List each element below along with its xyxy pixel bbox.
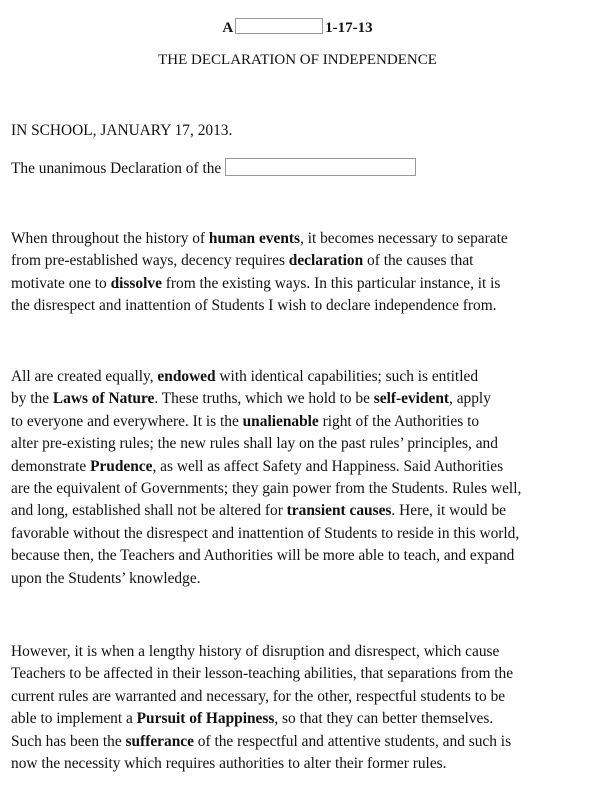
unanimous-text: The unanimous Declaration of the bbox=[11, 160, 222, 177]
text-run: . Here, it would be bbox=[391, 502, 506, 520]
emphasized-term: human events bbox=[208, 230, 300, 247]
paragraph-line bbox=[11, 478, 591, 500]
text-run: motivate one to bbox=[11, 274, 111, 292]
paragraph-3 bbox=[11, 641, 591, 775]
text-run: and long, established shall not be altered for bbox=[11, 502, 287, 520]
text-run: favorable without the disrespect and inattention of Students to reside in this world, bbox=[11, 524, 520, 542]
paragraph-line bbox=[11, 731, 591, 753]
text-run: are the equivalent of Governments; they gain power from the Students. Rules well, bbox=[11, 480, 522, 498]
emphasized-term: dissolve bbox=[110, 274, 162, 292]
document-header bbox=[0, 18, 595, 37]
emphasized-term: transient causes bbox=[286, 502, 392, 520]
emphasized-term: self-evident bbox=[373, 390, 450, 408]
paragraph-line bbox=[11, 456, 591, 478]
unanimous-line bbox=[11, 158, 416, 178]
paragraph-line bbox=[11, 663, 591, 685]
paragraph-line bbox=[11, 228, 591, 250]
text-run: current rules are warranted and necessary, for the other, respectful students to be bbox=[11, 687, 506, 705]
text-run: , apply bbox=[449, 390, 491, 408]
text-run: right of the Authorities to bbox=[318, 412, 480, 430]
redacted-blank-field bbox=[225, 158, 416, 176]
paragraph-line bbox=[11, 686, 591, 708]
paragraph-line bbox=[11, 411, 591, 433]
text-run: All are created equally, bbox=[11, 368, 158, 385]
text-run: However, it is when a lengthy history of disruption and disrespect, which cause bbox=[11, 643, 500, 660]
text-run: , it becomes necessary to separate bbox=[300, 230, 508, 247]
text-run: . These truths, which we hold to be bbox=[154, 390, 374, 408]
text-run: , as well as affect Safety and Happiness. Said Authorities bbox=[152, 457, 504, 475]
text-run: of the causes that bbox=[363, 252, 474, 270]
paragraph-line bbox=[11, 295, 591, 317]
text-run: from pre-established ways, decency requires bbox=[11, 252, 289, 270]
text-run: of the respectful and attentive students, and such is bbox=[193, 732, 512, 750]
paragraph-2 bbox=[11, 366, 591, 590]
paragraph-line bbox=[11, 641, 591, 663]
text-run: alter pre-existing rules; the new rules shall lay on the past rules’ principles, and bbox=[11, 435, 498, 453]
emphasized-term: unalienable bbox=[242, 412, 319, 430]
text-run: demonstrate bbox=[11, 457, 91, 475]
emphasized-term: sufferance bbox=[125, 732, 194, 750]
text-run: from the existing ways. In this particular instance, it is bbox=[161, 274, 501, 292]
paragraph-line bbox=[11, 433, 591, 455]
text-run: able to implement a bbox=[11, 710, 137, 728]
paragraph-line bbox=[11, 500, 591, 522]
paragraph-line bbox=[11, 708, 591, 730]
text-run: upon the Students’ knowledge. bbox=[11, 569, 201, 587]
emphasized-term: declaration bbox=[288, 252, 364, 270]
emphasized-term: Pursuit of Happiness bbox=[136, 710, 275, 728]
text-run: to everyone and everywhere. It is the bbox=[11, 412, 243, 430]
text-run: Such has been the bbox=[11, 732, 126, 750]
redacted-name-box bbox=[235, 18, 323, 34]
text-run: because then, the Teachers and Authorities will be more able to teach, and expand bbox=[11, 547, 515, 565]
header-date: 1-17-13 bbox=[325, 20, 373, 36]
paragraph-line bbox=[11, 523, 591, 545]
paragraph-line bbox=[11, 366, 591, 388]
text-run: now the necessity which requires authorities to alter their former rules. bbox=[11, 755, 447, 773]
document-title: THE DECLARATION OF INDEPENDENCE bbox=[158, 52, 437, 68]
dateline: IN SCHOOL, JANUARY 17, 2013. bbox=[11, 122, 233, 139]
paragraph-1 bbox=[11, 228, 591, 318]
text-run: by the bbox=[11, 390, 53, 408]
text-run: , so that they can better themselves. bbox=[274, 710, 494, 728]
paragraph-line bbox=[11, 568, 591, 590]
text-run: When throughout the history of bbox=[11, 230, 209, 247]
text-run: Teachers to be affected in their lesson-teaching abilities, that separations from the bbox=[11, 665, 514, 683]
text-run: the disrespect and inattention of Students I wish to declare independence from. bbox=[11, 297, 497, 315]
emphasized-term: Laws of Nature bbox=[52, 390, 155, 408]
paragraph-line bbox=[11, 753, 591, 775]
paragraph-line bbox=[11, 273, 591, 295]
paragraph-line bbox=[11, 388, 591, 410]
text-run: with identical capabilities; such is entitled bbox=[215, 368, 479, 385]
paragraph-line bbox=[11, 545, 591, 567]
emphasized-term: endowed bbox=[157, 368, 216, 385]
header-prefix: A bbox=[222, 20, 234, 36]
paragraph-line bbox=[11, 250, 591, 272]
emphasized-term: Prudence bbox=[90, 457, 153, 475]
